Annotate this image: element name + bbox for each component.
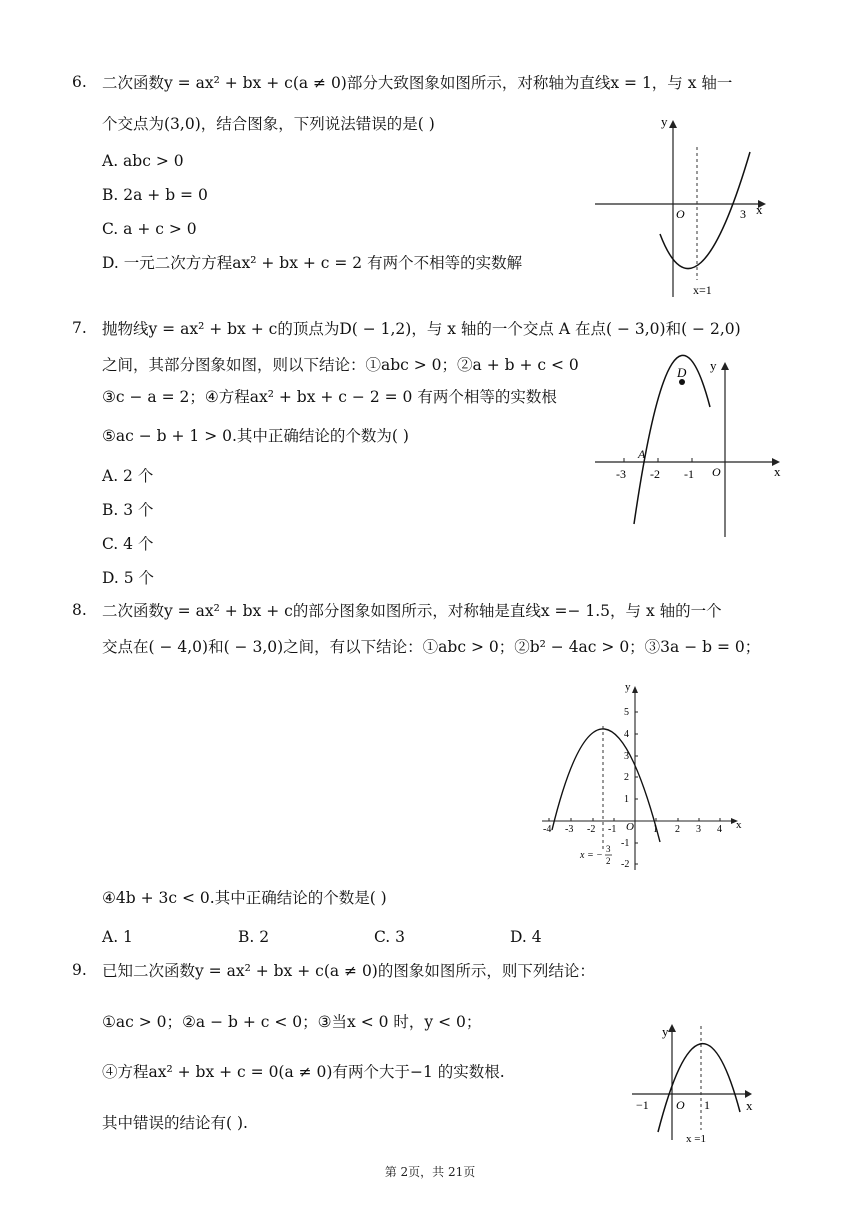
tick-label: 1 <box>704 1098 710 1112</box>
vertex-label: D <box>677 365 687 380</box>
question-stem: 交点在( − 4,0)和( − 3,0)之间，有以下结论：①abc > 0；②b² − 4ac > 0；③3a − b = 0； <box>102 638 761 656</box>
tick-label: 1 <box>624 794 629 805</box>
tick-label: 4 <box>624 729 629 740</box>
tick-label: -2 <box>587 824 596 835</box>
x-label: x <box>774 464 781 479</box>
tick-label: 5 <box>624 707 629 718</box>
option-d: D. 4 <box>510 928 542 946</box>
origin-label: O <box>712 465 721 479</box>
option-d: D. 5 个 <box>102 569 155 587</box>
tick-label: 3 <box>696 824 701 835</box>
tick-label: -3 <box>616 467 626 481</box>
question-stem: 之间，其部分图象如图，则以下结论：①abc > 0；②a + b + c < 0 <box>102 356 579 374</box>
y-label: y <box>710 358 717 373</box>
symmetry-label: x = − <box>580 850 603 861</box>
question-number: 7. <box>72 319 87 337</box>
origin-label: O <box>676 207 685 221</box>
tick-label: 2 <box>675 824 680 835</box>
tick-label: 4 <box>717 824 722 835</box>
option-b: B. 2 <box>238 928 270 946</box>
question-stem: ④4b + 3c < 0.其中正确结论的个数是( ) <box>102 889 387 907</box>
question-stem: 其中错误的结论有( ). <box>102 1114 248 1132</box>
question-stem: 已知二次函数y = ax² + bx + c(a ≠ 0)的图象如图所示，则下列结论： <box>102 962 595 980</box>
tick-label: 1 <box>653 824 658 835</box>
tick-label: -4 <box>543 824 552 835</box>
tick-label: -2 <box>650 467 660 481</box>
tick-label: -1 <box>621 838 630 849</box>
x-label: x <box>736 819 742 831</box>
y-label: y <box>661 114 668 129</box>
x-label: x <box>746 1098 753 1113</box>
q7-graph <box>592 352 792 542</box>
option-a: A. 1 <box>102 928 133 946</box>
option-a: A. abc > 0 <box>102 152 184 170</box>
question-stem: ⑤ac − b + 1 > 0.其中正确结论的个数为( ) <box>102 427 409 445</box>
option-c: C. 3 <box>374 928 406 946</box>
page-footer: 第 2页，共 21页 <box>384 1165 476 1179</box>
symmetry-label: x=1 <box>693 283 712 297</box>
question-stem: ①ac > 0；②a − b + c < 0；③当x < 0 时，y < 0； <box>102 1013 482 1031</box>
tick-label: 2 <box>624 772 629 783</box>
option-d: D. 一元二次方方程ax² + bx + c = 2 有两个不相等的实数解 <box>102 254 523 272</box>
tick-label: -3 <box>565 824 574 835</box>
x-label: x <box>756 202 763 217</box>
tick-label: -1 <box>608 824 617 835</box>
tick-label: -2 <box>621 859 630 870</box>
question-stem: 个交点为(3,0)，结合图象，下列说法错误的是( ) <box>102 115 435 133</box>
question-number: 9. <box>72 961 87 979</box>
question-stem: ③c − a = 2；④方程ax² + bx + c − 2 = 0 有两个相等的实数根 <box>102 388 557 406</box>
symmetry-label: x =1 <box>686 1133 706 1145</box>
fraction-denominator: 2 <box>606 856 611 866</box>
fraction-numerator: 3 <box>606 844 611 854</box>
question-stem: 二次函数y = ax² + bx + c(a ≠ 0)部分大致图象如图所示，对称轴为直线x = 1，与 x 轴一 <box>102 74 733 92</box>
question-stem: 二次函数y = ax² + bx + c的部分图象如图所示，对称轴是直线x =− 1.5，与 x 轴的一个 <box>102 602 722 620</box>
y-label: y <box>625 681 631 693</box>
q6-graph <box>590 112 780 302</box>
origin-label: O <box>676 1098 685 1112</box>
point-a-label: A <box>638 447 646 461</box>
option-b: B. 2a + b = 0 <box>102 186 208 204</box>
tick-label: -1 <box>684 467 694 481</box>
q8-graph <box>538 680 752 875</box>
question-stem: ④方程ax² + bx + c = 0(a ≠ 0)有两个大于−1 的实数根. <box>102 1063 505 1081</box>
option-c: C. 4 个 <box>102 535 154 553</box>
tick-label: 3 <box>624 751 629 762</box>
question-stem: 抛物线y = ax² + bx + c的顶点为D( − 1,2)，与 x 轴的一个交点 A 在点( − 3,0)和( − 2,0) <box>102 320 741 338</box>
origin-label: O <box>626 821 634 833</box>
option-b: B. 3 个 <box>102 501 154 519</box>
q9-graph <box>628 1018 768 1146</box>
tick-label: 3 <box>740 207 746 221</box>
y-label: y <box>662 1024 669 1039</box>
tick-label: −1 <box>636 1098 649 1112</box>
question-number: 6. <box>72 73 87 91</box>
option-c: C. a + c > 0 <box>102 220 197 238</box>
question-number: 8. <box>72 601 87 619</box>
option-a: A. 2 个 <box>102 467 154 485</box>
